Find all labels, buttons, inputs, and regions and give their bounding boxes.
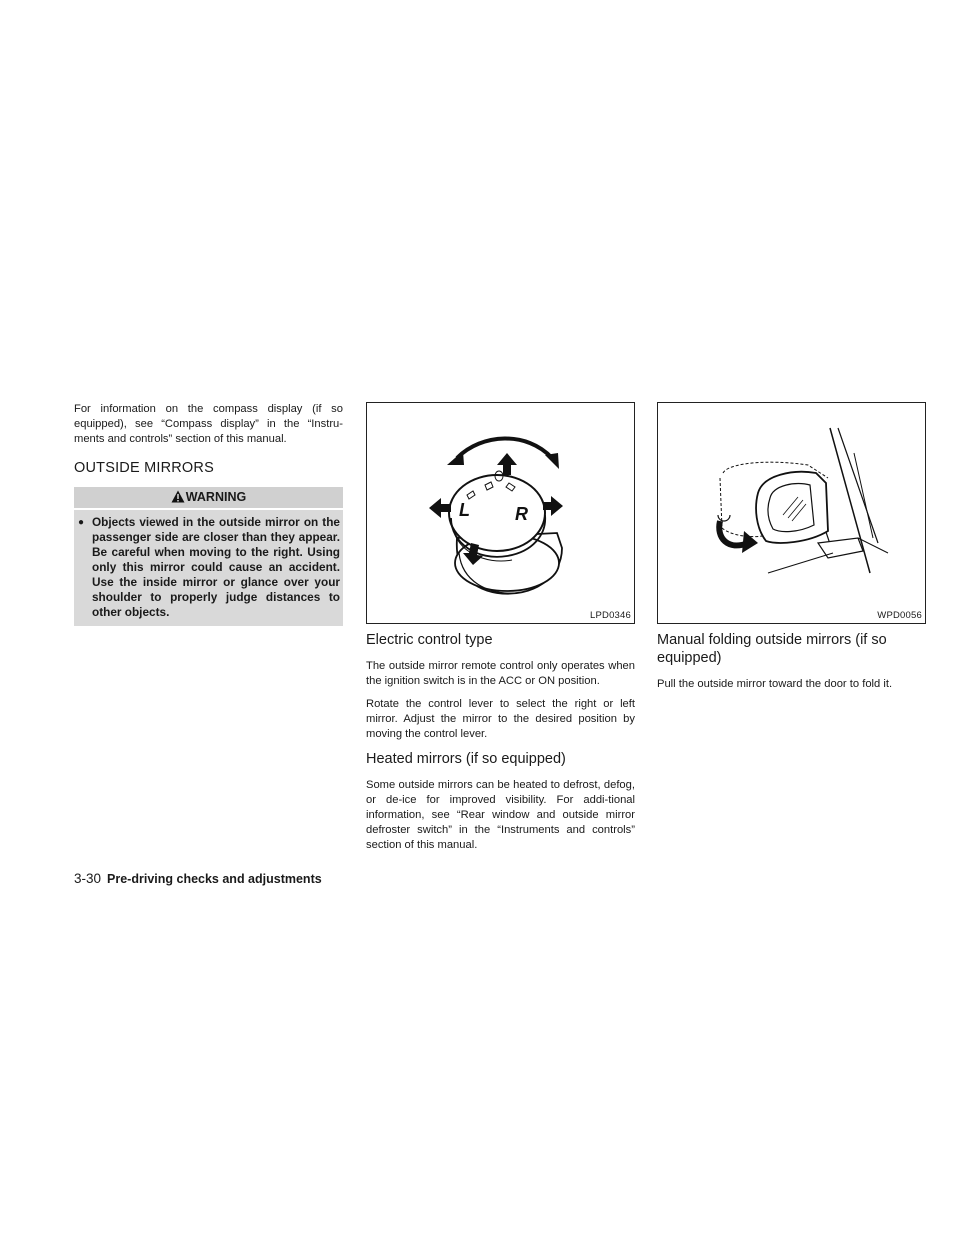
figure-mirror-control-switch	[366, 402, 635, 624]
figure-code: LPD0346	[589, 610, 631, 621]
manual-folding-paragraph: Pull the outside mirror toward the door to fold it.	[657, 678, 893, 690]
heading-electric-control-type: Electric control type	[366, 632, 493, 648]
mirror-control-switch-illustration	[367, 403, 634, 623]
folding-mirror-illustration	[658, 403, 925, 623]
left-mirror-letter: L	[459, 500, 470, 520]
figure-code: WPD0056	[877, 610, 922, 621]
heated-mirrors-paragraph: Some outside mirrors can be heated to defrost, defog, or de-ice for improved visibility. For addi-tional information, see “Rear window and outside mirror defroster switch” in the “Instruments and controls” section of this manual.	[366, 779, 635, 851]
chapter-title: Pre-driving checks and adjustments	[107, 872, 322, 886]
heading-heated-mirrors: Heated mirrors (if so equipped)	[366, 751, 566, 767]
compass-info-text: For information on the compass display (if so equipped), see “Compass display” in the “Instru-ments and controls” section of this manual.	[74, 403, 343, 445]
page-footer	[74, 871, 322, 887]
column-left	[74, 402, 343, 626]
warning-triangle-icon	[171, 490, 185, 503]
electric-control-paragraph-1: The outside mirror remote control only operates when the ignition switch is in the ACC or ON position.	[366, 660, 635, 687]
warning-text: Objects viewed in the outside mirror on the passenger side are closer than they appear. Be careful when moving to the right. Using only this mirror could cause an accident. Use the inside mirror or glance over your shoulder to properly judge distances to other objects.	[92, 515, 340, 619]
figure-folding-mirror	[657, 402, 926, 624]
warning-label: WARNING	[185, 490, 247, 504]
warning-bullet: ●	[78, 517, 85, 528]
column-right	[657, 402, 926, 700]
right-mirror-letter: R	[515, 504, 528, 524]
warning-box	[74, 487, 343, 626]
heading-manual-folding: Manual folding outside mirrors (if so equipped)	[657, 632, 887, 666]
electric-control-paragraph-2: Rotate the control lever to select the right or left mirror. Adjust the mirror to the desired position by moving the control lever.	[366, 698, 635, 740]
page-number: 3-30	[74, 871, 102, 886]
column-middle	[366, 402, 635, 861]
section-title-outside-mirrors: OUTSIDE MIRRORS	[74, 460, 214, 476]
warning-body	[74, 510, 343, 626]
warning-header	[74, 487, 343, 510]
